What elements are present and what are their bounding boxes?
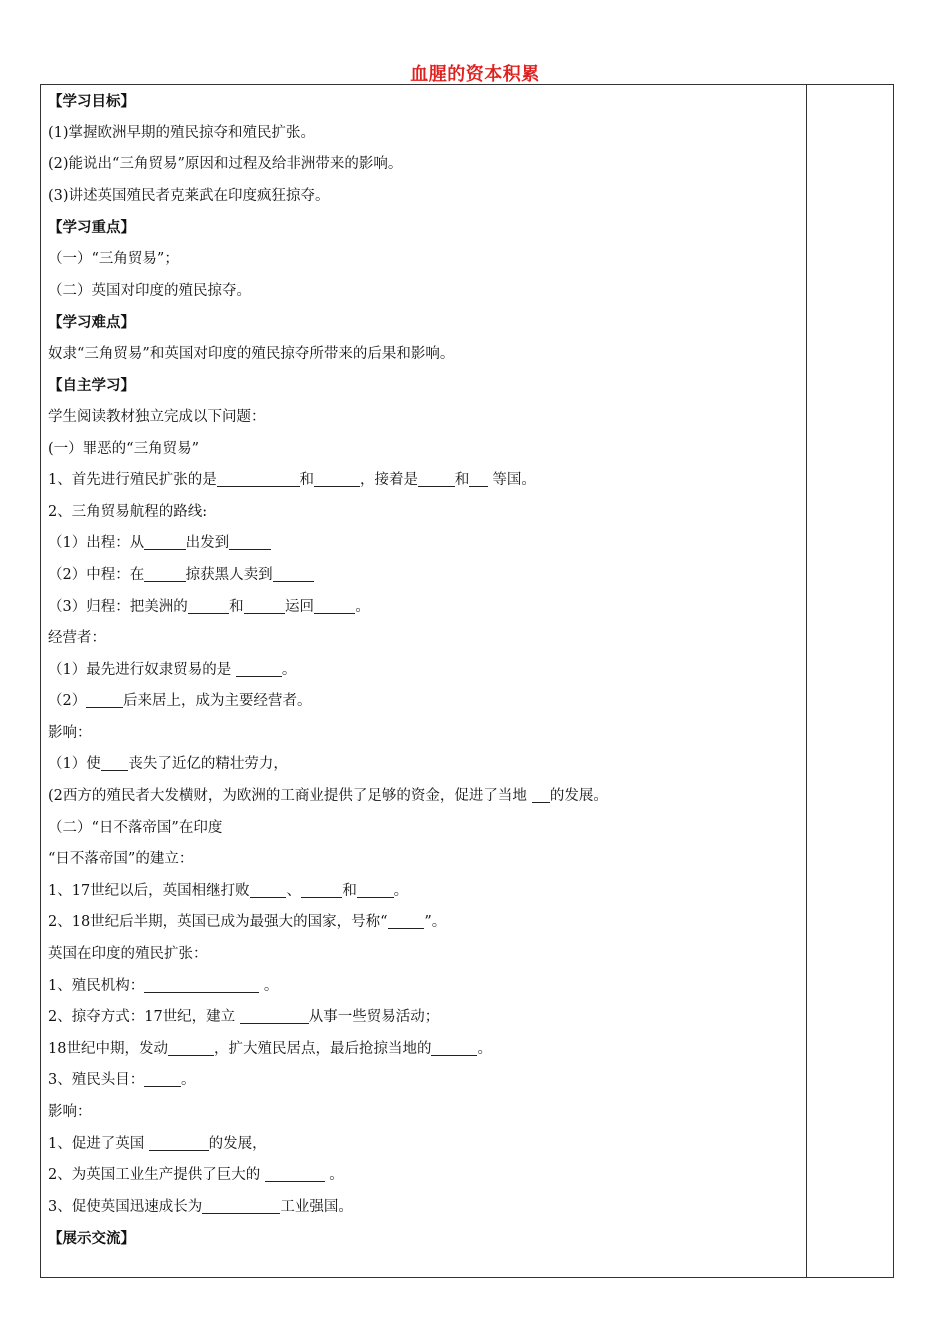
worksheet-line: 1、殖民机构： 。: [48, 971, 800, 1003]
fill-in-blank[interactable]: [301, 879, 342, 898]
worksheet-line: （1）使 丧失了近亿的精壮劳力，: [48, 749, 800, 781]
worksheet-line: (1)掌握欧洲早期的殖民掠夺和殖民扩张。: [48, 124, 316, 141]
worksheet-line: 1、首先进行殖民扩张的是 和 ，接着是 和 等国。: [48, 465, 800, 497]
worksheet-line: 经营者：: [48, 630, 106, 647]
worksheet-line: (2西方的殖民者大发横财，为欧洲的工商业提供了足够的资金，促进了当地 的发展。: [48, 781, 800, 813]
section-heading: 【展示交流】: [48, 1230, 135, 1248]
fill-in-blank[interactable]: [144, 531, 185, 550]
fill-in-blank[interactable]: [202, 1195, 280, 1214]
worksheet-line: 1、促进了英国 的发展，: [48, 1129, 800, 1161]
fill-in-blank[interactable]: [240, 1005, 309, 1024]
worksheet-line: (2)能说出“三角贸易”原因和过程及给非洲带来的影响。: [48, 156, 403, 173]
fill-in-blank[interactable]: [532, 784, 550, 803]
worksheet-line: （二）英国对印度的殖民掠夺。: [48, 282, 251, 299]
worksheet-line: （1）最先进行奴隶贸易的是 。: [48, 655, 800, 687]
fill-in-blank[interactable]: [188, 595, 229, 614]
worksheet-line: （二）“日不落帝国”在印度: [48, 819, 223, 836]
fill-in-blank[interactable]: [314, 595, 355, 614]
worksheet-line: 2、18世纪后半期，英国已成为最强大的国家，号称“ ”。: [48, 907, 800, 939]
worksheet-line: 影响：: [48, 724, 92, 741]
worksheet-line: 2、掠夺方式：17世纪，建立 从事一些贸易活动；: [48, 1002, 800, 1034]
worksheet-line: 2、三角贸易航程的路线:: [48, 503, 208, 520]
worksheet-line: 影响：: [48, 1104, 92, 1120]
worksheet-line: 18世纪中期，发动 ，扩大殖民居点，最后抢掠当地的 。: [48, 1034, 800, 1066]
fill-in-blank[interactable]: [101, 752, 129, 771]
fill-in-blank[interactable]: [469, 468, 487, 487]
fill-in-blank[interactable]: [244, 595, 285, 614]
fill-in-blank[interactable]: [431, 1037, 477, 1056]
fill-in-blank[interactable]: [236, 658, 282, 677]
worksheet-line: 1、17世纪以后，英国相继打败 、 和 。: [48, 876, 800, 908]
fill-in-blank[interactable]: [418, 468, 455, 487]
section-heading: 【自主学习】: [48, 377, 135, 395]
worksheet-line: （2） 后来居上，成为主要经营者。: [48, 686, 800, 718]
fill-in-blank[interactable]: [168, 1037, 214, 1056]
fill-in-blank[interactable]: [144, 1068, 181, 1087]
worksheet-line: 英国在印度的殖民扩张：: [48, 946, 208, 963]
section-heading: 【学习目标】: [48, 93, 135, 110]
fill-in-blank[interactable]: [273, 563, 314, 582]
fill-in-blank[interactable]: [229, 531, 270, 550]
page-title: 血腥的资本积累: [410, 64, 540, 85]
fill-in-blank[interactable]: [144, 974, 259, 993]
fill-in-blank[interactable]: [388, 910, 425, 929]
table-column-divider: [806, 84, 807, 1278]
worksheet-line: 学生阅读教材独立完成以下问题：: [48, 408, 266, 425]
fill-in-blank[interactable]: [86, 689, 123, 708]
worksheet-line: 2、为英国工业生产提供了巨大的 。: [48, 1160, 800, 1192]
worksheet-line: （3）归程：把美洲的 和 运回 。: [48, 592, 800, 624]
fill-in-blank[interactable]: [144, 563, 185, 582]
worksheet-line: （1）出程：从 出发到: [48, 528, 800, 560]
worksheet-line: （一）“三角贸易”；: [48, 250, 179, 267]
fill-in-blank[interactable]: [217, 468, 300, 487]
fill-in-blank[interactable]: [314, 468, 360, 487]
fill-in-blank[interactable]: [149, 1132, 209, 1151]
fill-in-blank[interactable]: [265, 1163, 325, 1182]
worksheet-line: “日不落帝国”的建立：: [48, 851, 194, 868]
worksheet-line: 奴隶“三角贸易”和英国对印度的殖民掠夺所带来的后果和影响。: [48, 345, 455, 362]
worksheet-line: (3)讲述英国殖民者克莱武在印度疯狂掠夺。: [48, 187, 330, 204]
worksheet-line: 3、殖民头目： 。: [48, 1065, 800, 1097]
section-heading: 【学习难点】: [48, 314, 135, 332]
fill-in-blank[interactable]: [357, 879, 394, 898]
worksheet-line: （2）中程：在 掠获黑人卖到: [48, 560, 800, 592]
worksheet-line: (一）罪恶的“三角贸易”: [48, 440, 199, 457]
worksheet-line: 3、促使英国迅速成长为 工业强国。: [48, 1192, 800, 1224]
section-heading: 【学习重点】: [48, 219, 135, 237]
fill-in-blank[interactable]: [250, 879, 287, 898]
worksheet-content: [48, 86, 800, 1255]
